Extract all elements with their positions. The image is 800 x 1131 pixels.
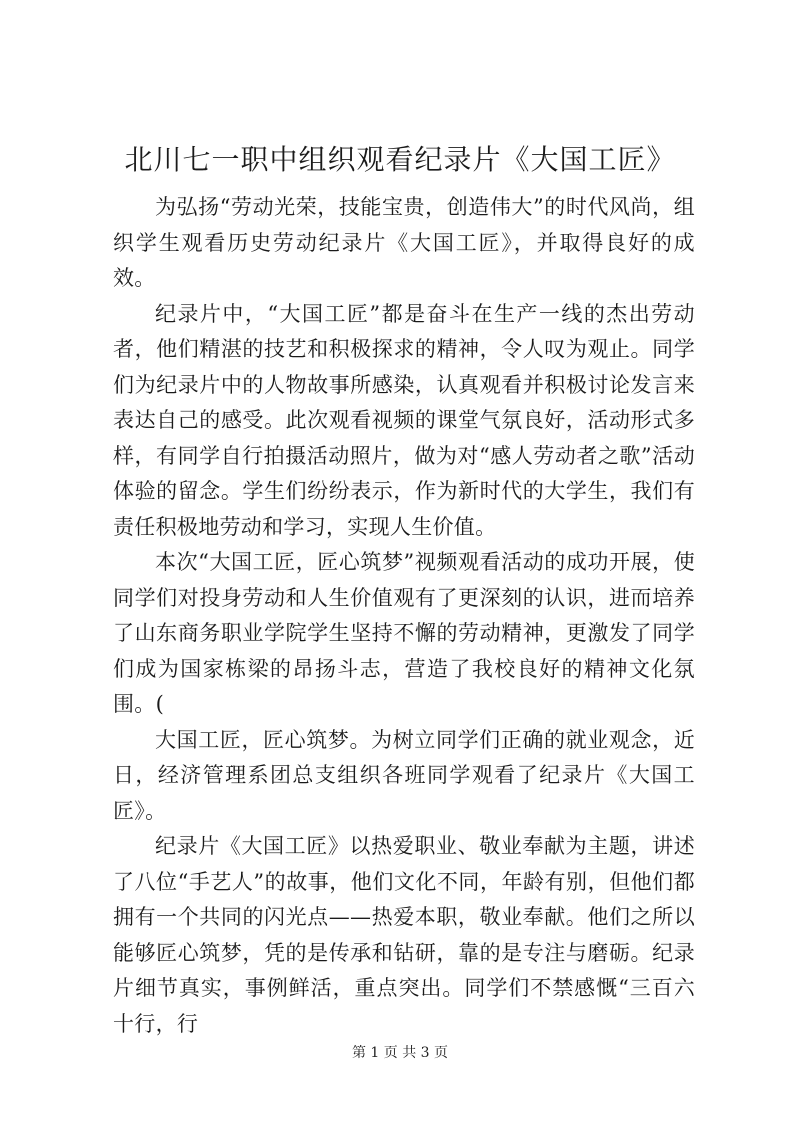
document-body <box>113 190 695 1042</box>
page-number-footer: 第 1 页 共 3 页 <box>351 1045 449 1061</box>
paragraph-2: 纪录片中，“大国工匠”都是奋斗在生产一线的杰出劳动者，他们精湛的技艺和积极探求的精神，令人叹为观止。同学们为纪录片中的人物故事所感染，认真观看并积极讨论发言来表达自己的感受。此次观看视频的课堂气氛良好，活动形式多样，有同学自行拍摄活动照片，做为对“感人劳动者之歌”活动体验的留念。学生们纷纷表示，作为新时代的大学生，我们有责任积极地劳动和学习，实现人生价值。 <box>113 301 695 539</box>
paragraph-1: 为弘扬“劳动光荣，技能宝贵，创造伟大”的时代风尚，组织学生观看历史劳动纪录片《大国工匠》，并取得良好的成效。 <box>113 195 695 290</box>
paragraph-3: 本次“大国工匠，匠心筑梦”视频观看活动的成功开展，使同学们对投身劳动和人生价值观有了更深刻的认识，进而培养了山东商务职业学院学生坚持不懈的劳动精神，更激发了同学们成为国家栋梁的昂扬斗志，营造了我校良好的精神文化氛围。( <box>113 550 695 716</box>
paragraph-4: 大国工匠，匠心筑梦。为树立同学们正确的就业观念，近日，经济管理系团总支组织各班同学观看了纪录片《大国工匠》。 <box>113 727 695 823</box>
paragraph-5: 纪录片《大国工匠》以热爱职业、敬业奉献为主题，讲述了八位“手艺人”的故事，他们文化不同，年龄有别，但他们都拥有一个共同的闪光点——热爱本职，敬业奉献。他们之所以能够匠心筑梦，凭的是传承和钻研，靠的是专注与磨砺。纪录片细节真实，事例鲜活，重点突出。同学们不禁感慨“三百六十行，行 <box>113 834 695 1036</box>
document-title: 北川七一职中组织观看纪录片《大国工匠》 <box>124 143 676 176</box>
